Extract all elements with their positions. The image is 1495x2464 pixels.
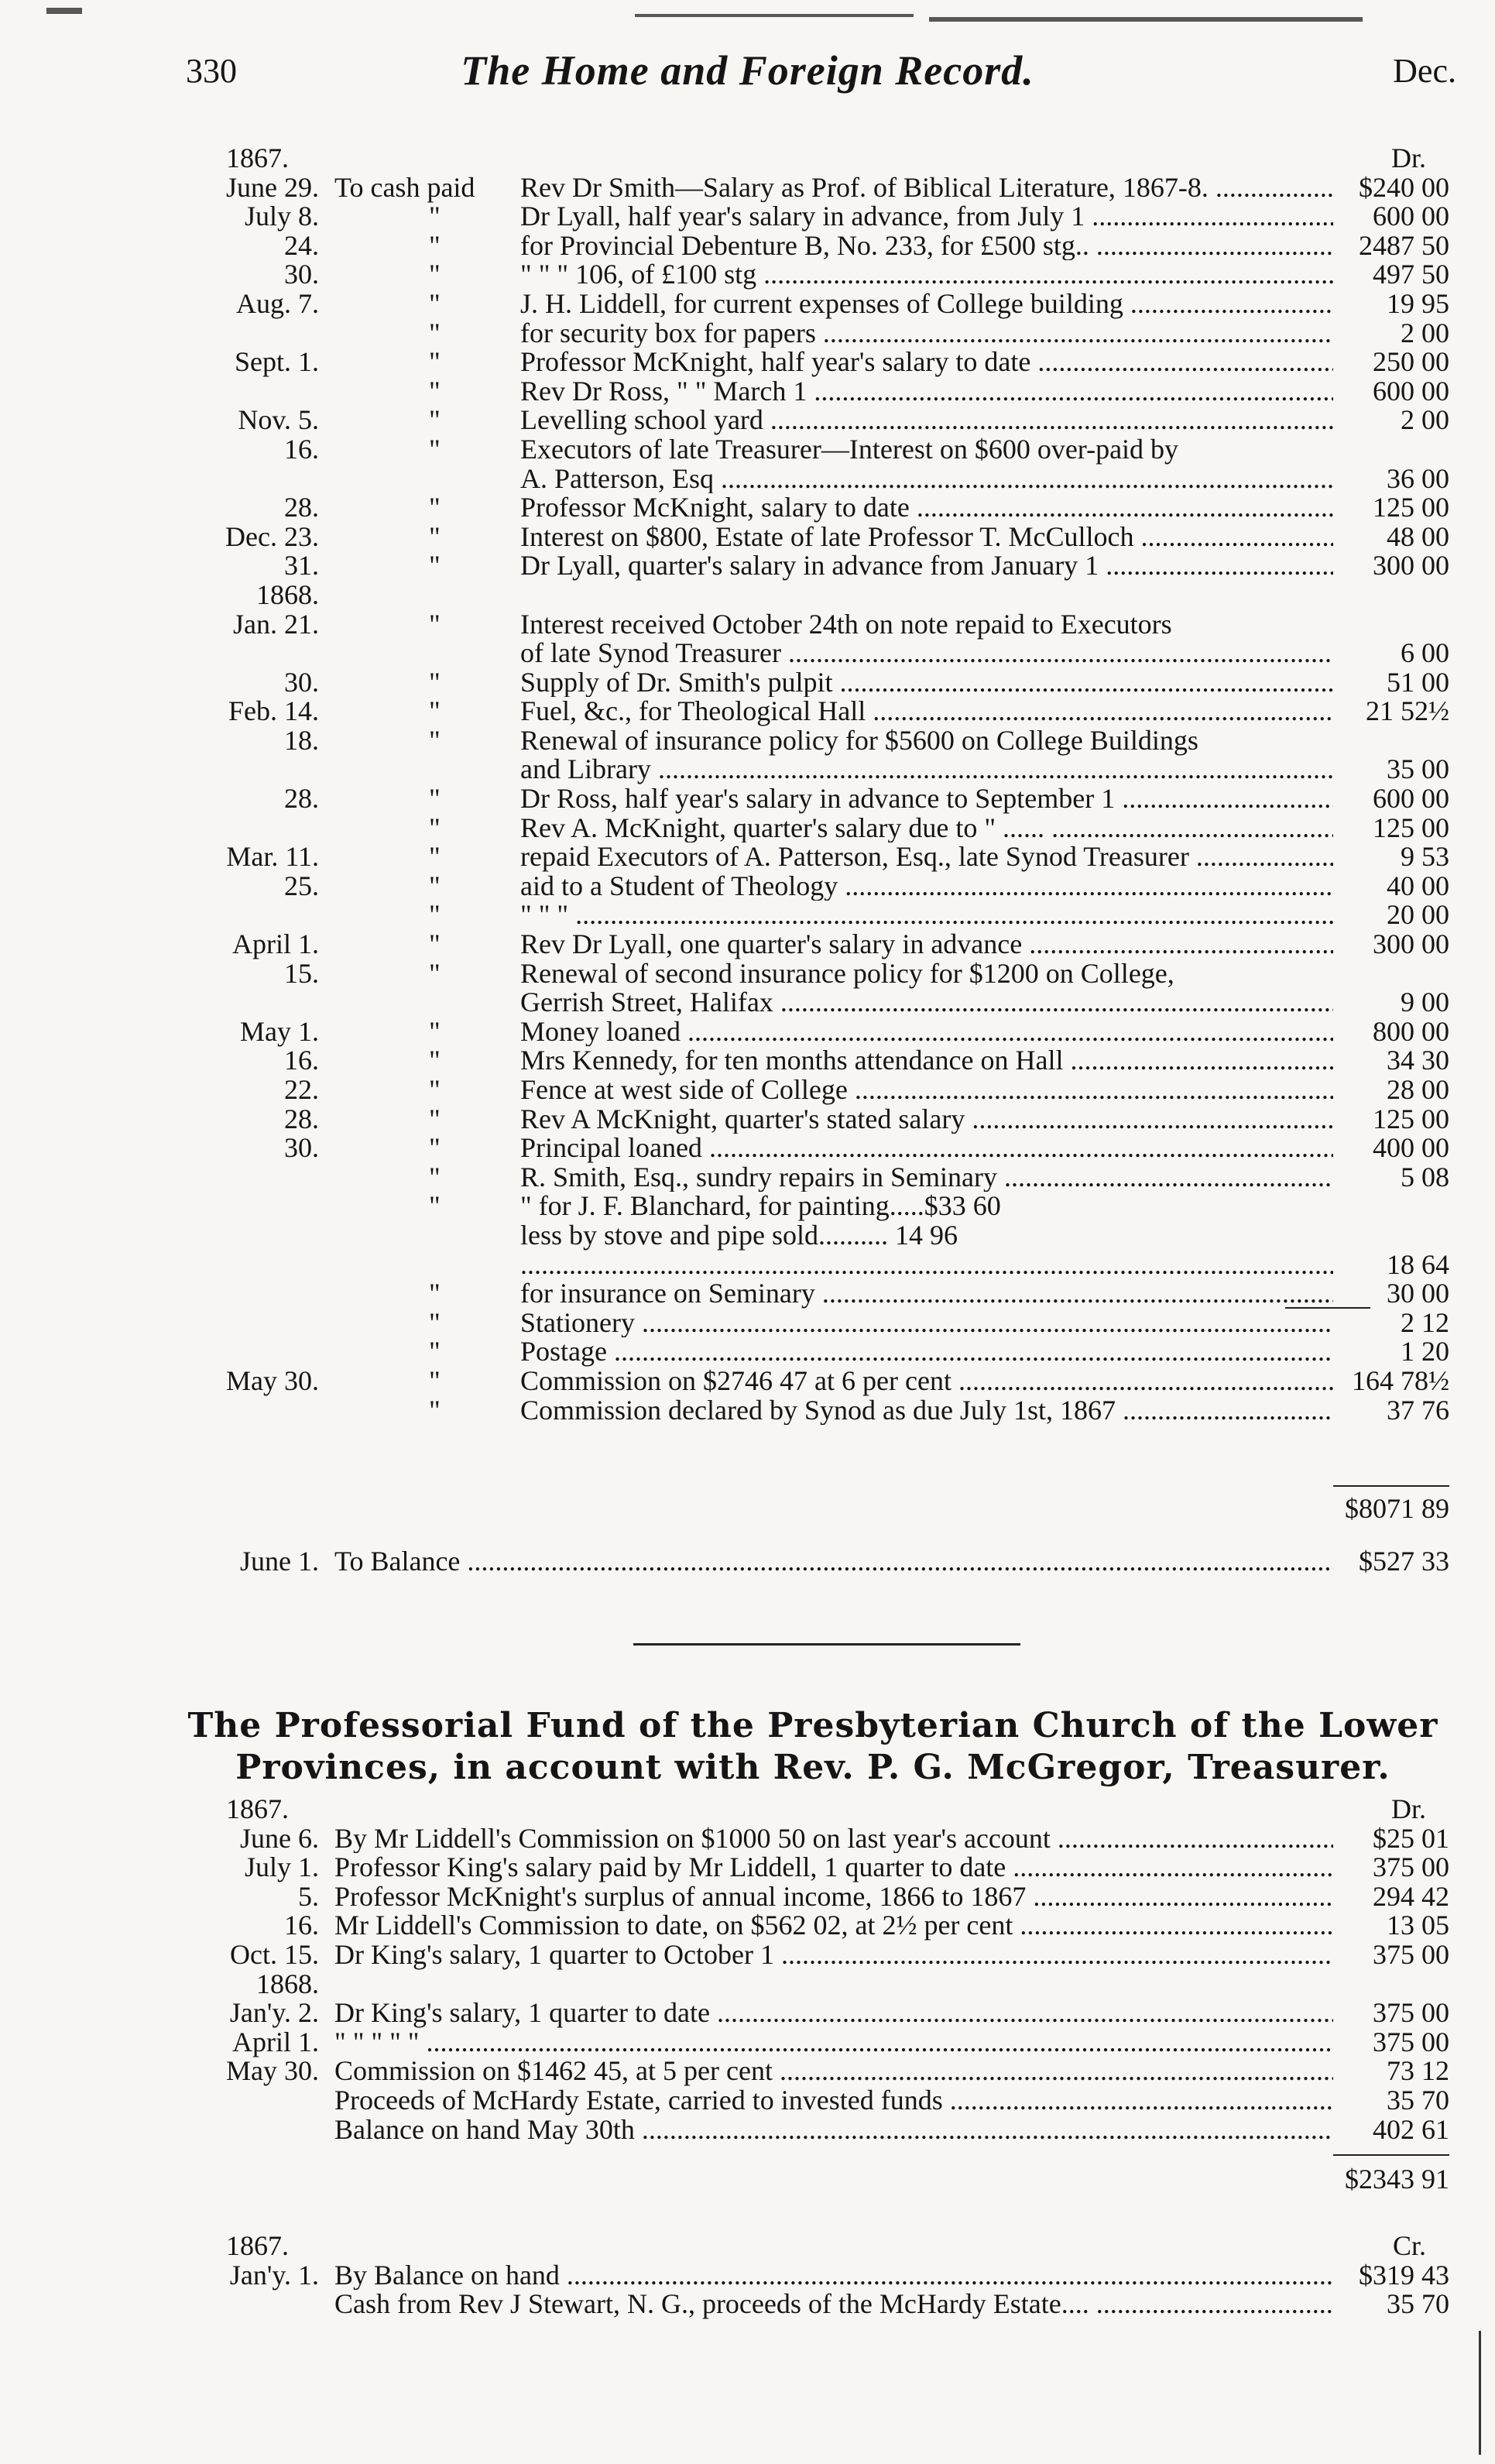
- ledger-row: [180, 842, 1449, 872]
- entry-date: Nov. 5.: [238, 404, 319, 436]
- entry-date: 1868.: [256, 1968, 319, 1999]
- entry-description: Supply of Dr. Smith's pulpit .....: [520, 668, 1333, 698]
- ditto-mark: ": [429, 520, 441, 552]
- entry-description: Executors of late Treasurer—Interest on $600 over-paid by: [520, 433, 1179, 465]
- ledger-row: [180, 872, 1449, 901]
- entry-amount: 13 05: [1387, 1910, 1449, 1941]
- column-head-cr: Cr.: [1392, 2230, 1426, 2261]
- entry-amount: 400 00: [1373, 1132, 1449, 1164]
- entry-date: June 29.: [226, 171, 319, 203]
- entry-amount: 21 52½: [1366, 695, 1449, 727]
- entry-amount: 5 08: [1401, 1161, 1449, 1193]
- entry-description: Mr Liddell's Commission to date, on $562 02, at 2½ per cent .....: [334, 1911, 1333, 1941]
- ledger-row: [180, 377, 1449, 407]
- ledger-row: [180, 493, 1449, 523]
- ditto-mark: ": [429, 259, 441, 290]
- fund-row: [180, 2113, 1449, 2145]
- entry-description: Renewal of second insurance policy for $1200 on College,: [520, 957, 1174, 989]
- entry-date: June 6.: [240, 1822, 319, 1854]
- ditto-mark: ": [429, 404, 441, 436]
- entry-description: " for J. F. Blanchard, for painting.....$33 60: [520, 1190, 1001, 1222]
- entry-date: 1868.: [256, 578, 319, 610]
- entry-date: 16.: [284, 1910, 319, 1941]
- ditto-mark: ": [429, 375, 441, 407]
- ditto-mark: ": [429, 1336, 441, 1368]
- fund-row: [180, 1938, 1449, 1970]
- year-label: 1867.: [226, 142, 289, 173]
- entry-amount: 48 00: [1387, 520, 1449, 552]
- fund-total-amount: $2343 91: [1345, 2164, 1449, 2195]
- entry-date: 30.: [284, 666, 319, 698]
- ledger-row: [180, 520, 1449, 552]
- entry-date: May 30.: [226, 1364, 319, 1396]
- ditto-mark: ": [429, 870, 441, 901]
- entry-prefix: To cash paid: [334, 171, 475, 203]
- ledger-row: [180, 1163, 1449, 1193]
- credit-ledger: [180, 2232, 1449, 2319]
- ditto-mark: ": [429, 1306, 441, 1338]
- credit-year-label: 1867.: [226, 2230, 289, 2261]
- entry-date: Mar. 11.: [226, 841, 319, 873]
- expense-ledger: [180, 144, 1449, 1425]
- entry-description: repaid Executors of A. Patterson, Esq., late Synod Treasurer .....: [520, 842, 1333, 872]
- entry-amount: 600 00: [1373, 375, 1449, 407]
- balance-desc: To Balance .....: [334, 1547, 1333, 1577]
- entry-date: 30.: [284, 259, 319, 290]
- fund-row: [180, 1970, 1449, 1999]
- entry-amount: 800 00: [1373, 1015, 1449, 1047]
- entry-description: " " " " " .....: [334, 2028, 1333, 2057]
- credit-row: [180, 2261, 1449, 2291]
- entry-date: 22.: [284, 1074, 319, 1105]
- entry-amount: 2 00: [1401, 404, 1449, 436]
- fund-row: [180, 1911, 1449, 1941]
- fund-row: [180, 2086, 1449, 2116]
- ditto-mark: ": [429, 666, 441, 698]
- entry-amount: 19 95: [1387, 287, 1449, 319]
- expense-total: [180, 1495, 1449, 1524]
- entry-amount: 34 30: [1387, 1045, 1449, 1076]
- entry-amount: 40 00: [1387, 870, 1449, 901]
- entry-description: for insurance on Seminary .....: [520, 1279, 1333, 1309]
- entry-amount: 9 00: [1401, 987, 1449, 1018]
- ditto-mark: ": [429, 1015, 441, 1047]
- fund-row: [180, 1999, 1449, 2028]
- ledger-row: [180, 930, 1449, 959]
- ledger-row: [180, 348, 1449, 377]
- journal-title: The Home and Foreign Record.: [461, 47, 1034, 94]
- entry-description: Rev Dr Smith—Salary as Prof. of Biblical Literature, 1867-8. .....: [520, 173, 1333, 203]
- entry-description: for Provincial Debenture B, No. 233, for £500 stg.. .....: [520, 232, 1333, 261]
- entry-amount: 2 00: [1401, 317, 1449, 348]
- entry-description: Professor McKnight's surplus of annual income, 1866 to 1867 .....: [334, 1882, 1333, 1912]
- entry-description: " " " 106, of £100 stg .....: [520, 260, 1333, 290]
- ditto-mark: ": [429, 492, 441, 523]
- entry-description: Professor McKnight, salary to date .....: [520, 493, 1333, 523]
- entry-amount: 2487 50: [1359, 229, 1449, 261]
- entry-date: 15.: [284, 957, 319, 989]
- entry-amount: 375 00: [1373, 1938, 1449, 1970]
- entry-description: Professor King's salary paid by Mr Liddell, 1 quarter to date .....: [334, 1853, 1333, 1882]
- ditto-mark: ": [429, 433, 441, 465]
- entry-description: Gerrish Street, Halifax .....: [520, 988, 1333, 1018]
- ditto-mark: ": [429, 957, 441, 989]
- entry-amount: 375 00: [1373, 2026, 1449, 2057]
- ledger-row: [180, 726, 1449, 756]
- entry-amount: 35 70: [1387, 2288, 1449, 2320]
- fund-total: [180, 2165, 1449, 2195]
- entry-amount: 125 00: [1373, 492, 1449, 523]
- fund-row: [180, 2028, 1449, 2057]
- ledger-row: [180, 1364, 1449, 1396]
- ledger-row: [180, 319, 1449, 348]
- entry-date: 25.: [284, 870, 319, 901]
- entry-description: A. Patterson, Esq .....: [520, 465, 1333, 494]
- entry-description: Mrs Kennedy, for ten months attendance on Hall .....: [520, 1046, 1333, 1076]
- entry-date: 31.: [284, 550, 319, 582]
- ditto-mark: ": [429, 899, 441, 931]
- entry-description: for security box for papers .....: [520, 319, 1333, 348]
- ledger-total: $8071 89: [1345, 1493, 1449, 1524]
- fund-row: [180, 2057, 1449, 2086]
- entry-description: Rev A McKnight, quarter's stated salary .....: [520, 1105, 1333, 1134]
- ledger-row: [180, 639, 1449, 668]
- ditto-mark: ": [429, 1103, 441, 1134]
- entry-amount: 35 00: [1387, 753, 1449, 785]
- fund-ledger: [180, 1795, 1449, 2144]
- entry-description: Balance on hand May 30th .....: [334, 2116, 1333, 2145]
- entry-description: Cash from Rev J Stewart, N. G., proceeds of the McHardy Estate.... .....: [334, 2290, 1333, 2319]
- ditto-mark: ": [429, 1364, 441, 1396]
- entry-date: 18.: [284, 724, 319, 756]
- entry-amount: 600 00: [1373, 201, 1449, 232]
- fund-head-row: [180, 1795, 1449, 1824]
- ledger-row: [180, 1134, 1449, 1163]
- entry-amount: 294 42: [1373, 1880, 1449, 1912]
- ditto-mark: ": [429, 695, 441, 727]
- balance-line: [180, 1547, 1449, 1577]
- entry-date: Jan. 21.: [233, 608, 319, 640]
- entry-description: and Library .....: [520, 755, 1333, 784]
- ditto-mark: ": [429, 724, 441, 756]
- ledger-row: [180, 1306, 1449, 1338]
- ledger-row: [180, 1337, 1449, 1367]
- ledger-row: [180, 988, 1449, 1018]
- entry-date: Dec. 23.: [225, 520, 319, 552]
- section-separator: [633, 1643, 1020, 1646]
- entry-description: Dr King's salary, 1 quarter to October 1 .....: [334, 1941, 1333, 1970]
- ledger-row: [180, 1105, 1449, 1134]
- ditto-mark: ": [429, 229, 441, 261]
- credit-row: [180, 2290, 1449, 2319]
- ditto-mark: ": [429, 201, 441, 232]
- entry-date: Feb. 14.: [228, 695, 319, 727]
- entry-amount: 6 00: [1401, 637, 1449, 669]
- ditto-mark: ": [429, 550, 441, 582]
- fund-heading-line1: The Professorial Fund of the Presbyterian Church of the Lower: [187, 1706, 1438, 1745]
- entry-description: Principal loaned .....: [520, 1134, 1333, 1163]
- ditto-mark: ": [429, 1074, 441, 1105]
- fund-heading: [178, 1705, 1448, 1789]
- fund-heading-line2: Provinces, in account with Rev. P. G. McGregor, Treasurer.: [235, 1748, 1390, 1787]
- entry-amount: 20 00: [1387, 899, 1449, 931]
- entry-amount: 375 00: [1373, 1997, 1449, 2029]
- entry-date: Jan'y. 2.: [229, 1997, 319, 2029]
- fund-row: [180, 1853, 1449, 1882]
- ledger-row: [180, 1248, 1449, 1280]
- ledger-row: [180, 755, 1449, 784]
- entry-description: Fuel, &c., for Theological Hall .....: [520, 697, 1333, 726]
- entry-description: less by stove and pipe sold.......... 14 96: [520, 1219, 958, 1251]
- ditto-mark: ": [429, 608, 441, 640]
- entry-amount: 125 00: [1373, 812, 1449, 843]
- fund-column-head-dr: Dr.: [1391, 1793, 1426, 1824]
- ledger-row: [180, 1279, 1449, 1309]
- entry-date: 28.: [284, 492, 319, 523]
- total-rule: [1333, 1485, 1449, 1487]
- entry-description: Dr Lyall, half year's salary in advance, from July 1 .....: [520, 202, 1333, 232]
- fund-row: [180, 1824, 1449, 1854]
- entry-date: Oct. 15.: [230, 1938, 319, 1970]
- entry-amount: $319 43: [1359, 2259, 1449, 2291]
- entry-date: 16.: [284, 433, 319, 465]
- entry-description: Fence at west side of College .....: [520, 1076, 1333, 1105]
- entry-date: Sept. 1.: [234, 346, 319, 378]
- entry-date: 24.: [284, 229, 319, 261]
- entry-date: 28.: [284, 1103, 319, 1134]
- entry-description: Dr King's salary, 1 quarter to date .....: [334, 1999, 1333, 2028]
- entry-date: May 30.: [226, 2055, 319, 2087]
- ditto-mark: ": [429, 1132, 441, 1164]
- entry-description: J. H. Liddell, for current expenses of College building .....: [520, 290, 1333, 319]
- balance-date: June 1.: [240, 1546, 319, 1577]
- ledger-head-row: [180, 144, 1449, 173]
- ditto-mark: ": [429, 1161, 441, 1193]
- entry-description: Stationery .....: [520, 1309, 1333, 1338]
- entry-description: Rev Dr Lyall, one quarter's salary in advance .....: [520, 930, 1333, 959]
- ledger-row: [180, 697, 1449, 726]
- entry-description: Dr Lyall, quarter's salary in advance from January 1 .....: [520, 551, 1333, 581]
- ditto-mark: ": [429, 1045, 441, 1076]
- entry-date: July 8.: [244, 201, 319, 232]
- ledger-row: [180, 406, 1449, 435]
- ledger-row: [180, 462, 1449, 494]
- running-header: [0, 0, 1495, 116]
- fund-row: [180, 1882, 1449, 1912]
- entry-amount: 73 12: [1387, 2055, 1449, 2087]
- entry-description: Levelling school yard .....: [520, 406, 1333, 435]
- balance-amount: $527 33: [1359, 1546, 1449, 1577]
- entry-amount: 2 12: [1401, 1306, 1449, 1338]
- entry-amount: 36 00: [1387, 462, 1449, 494]
- entry-amount: 375 00: [1373, 1851, 1449, 1883]
- entry-date: 16.: [284, 1045, 319, 1076]
- entry-description: Commission on $2746 47 at 6 per cent .....: [520, 1367, 1333, 1396]
- entry-amount: 164 78½: [1352, 1364, 1449, 1396]
- entry-date: Jan'y. 1.: [229, 2259, 319, 2291]
- entry-amount: 28 00: [1387, 1074, 1449, 1105]
- entry-date: July 1.: [244, 1851, 319, 1883]
- ledger-row: [180, 1221, 1449, 1251]
- entry-description: Rev A. McKnight, quarter's salary due to " ...... .....: [520, 814, 1333, 843]
- entry-date: April 1.: [232, 928, 319, 960]
- ditto-mark: ": [429, 317, 441, 348]
- entry-description: Renewal of insurance policy for $5600 on College Buildings: [520, 724, 1198, 756]
- ditto-mark: ": [429, 783, 441, 815]
- entry-description: Interest received October 24th on note repaid to Executors: [520, 608, 1172, 640]
- entry-date: 28.: [284, 783, 319, 815]
- ledger-row: [180, 784, 1449, 814]
- ditto-mark: ": [429, 287, 441, 319]
- entry-description: By Balance on hand .....: [334, 2261, 1333, 2291]
- entry-description: Dr Ross, half year's salary in advance to September 1 .....: [520, 784, 1333, 814]
- ledger-row: [180, 959, 1449, 989]
- entry-description: Commission on $1462 45, at 5 per cent .....: [334, 2057, 1333, 2086]
- entry-amount: $25 01: [1373, 1822, 1449, 1854]
- ledger-row: [180, 202, 1449, 232]
- entry-date: 5.: [298, 1880, 319, 1912]
- entry-description: Money loaned .....: [520, 1018, 1333, 1047]
- entry-date: April 1.: [232, 2026, 319, 2057]
- entry-amount: 125 00: [1373, 1103, 1449, 1134]
- entry-description: Interest on $800, Estate of late Professor T. McCulloch .....: [520, 523, 1333, 552]
- subtotal-rule: [1285, 1307, 1370, 1309]
- entry-date: May 1.: [240, 1015, 319, 1047]
- entry-date: 30.: [284, 1132, 319, 1164]
- entry-amount: 18 64: [1387, 1248, 1449, 1280]
- entry-amount: 9 53: [1401, 841, 1449, 873]
- ledger-row: [180, 1015, 1449, 1047]
- fund-year-label: 1867.: [226, 1793, 289, 1824]
- entry-description: " " " .....: [520, 901, 1333, 930]
- ledger-row: [180, 229, 1449, 261]
- entry-description: R. Smith, Esq., sundry repairs in Seminary .....: [520, 1163, 1333, 1193]
- ledger-row: [180, 668, 1449, 698]
- ledger-row: [180, 173, 1449, 203]
- ledger-row: [180, 287, 1449, 319]
- ledger-row: [180, 1046, 1449, 1076]
- page-number: 330: [186, 52, 237, 90]
- entry-amount: 300 00: [1373, 550, 1449, 582]
- entry-description: Rev Dr Ross, " " March 1 .....: [520, 377, 1333, 407]
- ledger-row: [180, 260, 1449, 290]
- ledger-row: [180, 1396, 1449, 1426]
- ditto-mark: ": [429, 841, 441, 873]
- entry-description: Commission declared by Synod as due July 1st, 1867 .....: [520, 1396, 1333, 1426]
- entry-description: aid to a Student of Theology .....: [520, 872, 1333, 901]
- ledger-row: [180, 578, 1449, 610]
- ditto-mark: ": [429, 812, 441, 843]
- ledger-row: [180, 814, 1449, 843]
- margin-mark: [1479, 2331, 1481, 2455]
- ledger-row: [180, 1192, 1449, 1221]
- entry-description: By Mr Liddell's Commission on $1000 50 on last year's account .....: [334, 1824, 1333, 1854]
- entry-description: Postage .....: [520, 1337, 1333, 1367]
- entry-amount: 497 50: [1373, 259, 1449, 290]
- entry-amount: 37 76: [1387, 1394, 1449, 1426]
- entry-description: Proceeds of McHardy Estate, carried to invested funds .....: [334, 2086, 1333, 2116]
- header-month: Dec.: [1393, 52, 1456, 90]
- ledger-row: [180, 610, 1449, 640]
- ledger-row: [180, 901, 1449, 930]
- ditto-mark: ": [429, 1278, 441, 1309]
- entry-amount: 600 00: [1373, 783, 1449, 815]
- credit-head-row: [180, 2232, 1449, 2261]
- entry-amount: 402 61: [1373, 2113, 1449, 2145]
- entry-description: Professor McKnight, half year's salary to date .....: [520, 348, 1333, 377]
- entry-date: Aug. 7.: [236, 287, 319, 319]
- entry-description: of late Synod Treasurer .....: [520, 639, 1333, 668]
- entry-description: [520, 1251, 1333, 1280]
- entry-amount: 30 00: [1387, 1278, 1449, 1309]
- ditto-mark: ": [429, 1394, 441, 1426]
- ditto-mark: ": [429, 346, 441, 378]
- column-head-dr: Dr.: [1391, 142, 1426, 173]
- entry-amount: 250 00: [1373, 346, 1449, 378]
- entry-amount: $240 00: [1359, 171, 1449, 203]
- entry-amount: 1 20: [1401, 1336, 1449, 1368]
- entry-amount: 35 70: [1387, 2084, 1449, 2116]
- fund-total-rule: [1333, 2154, 1449, 2156]
- entry-amount: 51 00: [1387, 666, 1449, 698]
- ledger-row: [180, 435, 1449, 465]
- ledger-row: [180, 551, 1449, 581]
- entry-amount: 300 00: [1373, 928, 1449, 960]
- ledger-row: [180, 1076, 1449, 1105]
- ditto-mark: ": [429, 1190, 441, 1222]
- ditto-mark: ": [429, 928, 441, 960]
